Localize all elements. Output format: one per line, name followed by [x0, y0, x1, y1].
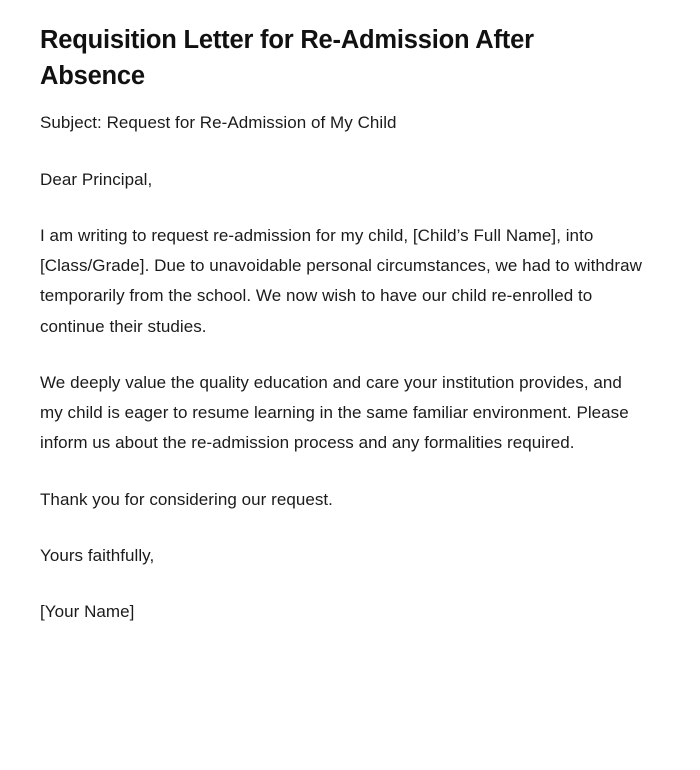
page-title: Requisition Letter for Re-Admission After Absence [40, 26, 534, 91]
closing-thanks-line: Thank you for considering our request. [40, 489, 333, 509]
subject-line: Subject: Request for Re-Admission of My Child [40, 113, 397, 133]
body-paragraph-2: We deeply value the quality education and care your institution provides, and my child is eager to resume learning in the same familiar environment. Please inform us about the re-admission process and any formalities required. [40, 372, 629, 453]
valediction-line: Yours faithfully, [40, 545, 155, 565]
salutation-line: Dear Principal, [40, 169, 153, 189]
signature-name-line: [Your Name] [40, 602, 135, 622]
body-paragraph-1: I am writing to request re-admission for my child, [Child’s Full Name], into [Class/Grade]. Due to unavoidable personal circumstances, we had to withdraw temporarily from the school. We now wish to have our child re-enrolled to continue their studies. [40, 225, 642, 336]
letter-body [40, 108, 644, 627]
